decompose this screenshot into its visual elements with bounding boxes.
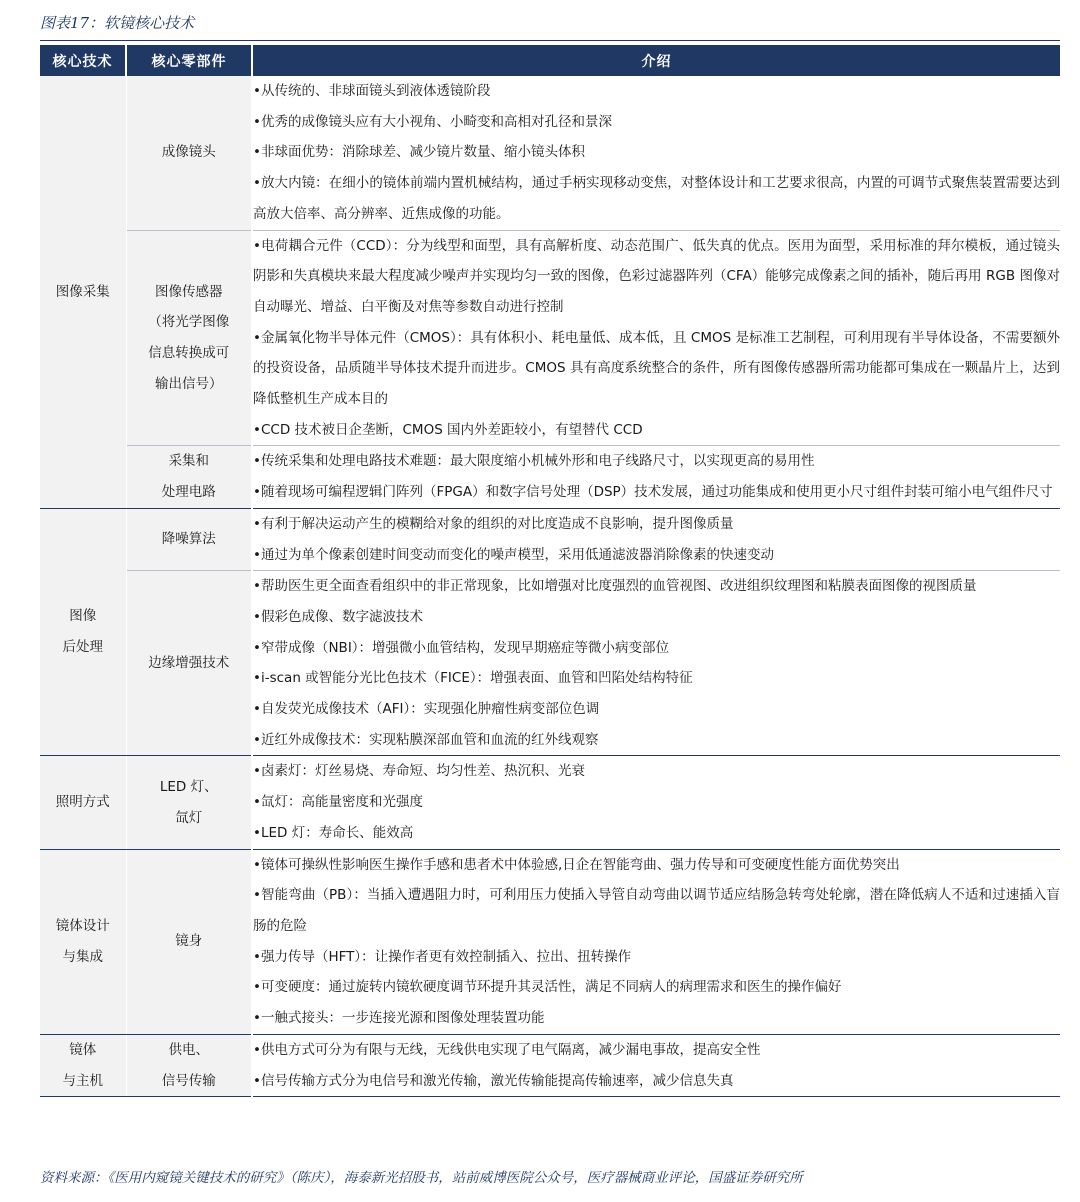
core-technology-label: 后处理 [62, 639, 103, 656]
title-divider [40, 40, 1060, 41]
introduction-bullet: •强力传导（HFT）：让操作者更有效控制插入、拉出、扭转操作 [253, 948, 632, 965]
core-component-label: 镜身 [175, 933, 203, 950]
introduction-bullet: •LED 灯：寿命长、能效高 [253, 824, 414, 841]
table-row [40, 1034, 1060, 1096]
core-component-label: 输出信号） [155, 375, 223, 392]
header-core-component: 核心零部件 [126, 45, 252, 76]
source-note: 资料来源：《医用内窥镜关键技术的研究》（陈庆），海泰新光招股书，站前威博医院公众号，医疗器械商业评论，国盛证券研究所 [40, 1170, 803, 1186]
introduction-cell [252, 508, 1060, 570]
introduction-bullet: •放大内镜：在细小的镜体前端内置机械结构，通过手柄实现移动变焦，对整体设计和工艺要求很高，内置的可调节式聚焦装置需要达到高放大倍率、高分辨率、近焦成像的功能。 [253, 175, 1060, 222]
core-technology-label: 与主机 [62, 1072, 103, 1089]
core-component-cell [126, 756, 252, 849]
introduction-cell [252, 1034, 1060, 1096]
table-row [40, 446, 1060, 508]
core-technology-label: 照明方式 [55, 794, 110, 811]
introduction-bullet: •非球面优势：消除球差、减少镜片数量、缩小镜头体积 [253, 144, 585, 161]
core-technology-cell [40, 76, 126, 508]
introduction-bullet: •一触式接头：一步连接光源和图像处理装置功能 [253, 1010, 545, 1027]
introduction-bullet: •CCD 技术被日企垄断，CMOS 国内外差距较小，有望替代 CCD [253, 421, 643, 438]
introduction-bullet: •信号传输方式分为电信号和激光传输，激光传输能提高传输速率，减少信息失真 [253, 1072, 734, 1089]
table-row [40, 508, 1060, 570]
core-component-cell [126, 508, 252, 570]
introduction-bullet: •近红外成像技术：实现粘膜深部血管和血流的红外线观察 [253, 731, 599, 748]
core-technology-label: 镜体设计 [55, 917, 110, 934]
core-component-label: LED 灯、 [159, 778, 218, 795]
core-component-label: 信息转换成可 [148, 344, 230, 361]
core-technology-label: 与集成 [62, 948, 103, 965]
introduction-bullet: •传统采集和处理电路技术难题：最大限度缩小机械外形和电子线路尺寸，以实现更高的易用性 [253, 453, 815, 470]
introduction-bullet: •随着现场可编程逻辑门阵列（FPGA）和数字信号处理（DSP）技术发展，通过功能集成和使用更小尺寸组件封装可缩小电气组件尺寸 [253, 484, 1053, 501]
table-row [40, 756, 1060, 849]
table-header-row [40, 45, 1060, 76]
introduction-bullet: •氙灯：高能量密度和光强度 [253, 794, 423, 811]
core-component-cell [126, 230, 252, 446]
core-component-cell [126, 1034, 252, 1096]
core-component-cell [126, 76, 252, 230]
introduction-bullet: •卤素灯：灯丝易烧、寿命短、均匀性差、热沉积、光衰 [253, 763, 585, 780]
introduction-bullet: •供电方式可分为有限与无线，无线供电实现了电气隔离，减少漏电事故，提高安全性 [253, 1041, 761, 1058]
introduction-cell [252, 76, 1060, 230]
core-technology-cell [40, 508, 126, 756]
core-technology-label: 镜体 [69, 1041, 97, 1058]
core-technology-cell [40, 756, 126, 849]
core-component-cell [126, 849, 252, 1034]
core-component-label: 成像镜头 [161, 144, 216, 161]
table-row [40, 849, 1060, 1034]
introduction-cell [252, 849, 1060, 1034]
introduction-bullet: •帮助医生更全面查看组织中的非正常现象，比如增强对比度强烈的血管视图、改进组织纹理图和粘膜表面图像的视图质量 [253, 578, 977, 595]
core-component-label: 降噪算法 [161, 531, 216, 548]
introduction-bullet: •通过为单个像素创建时间变动而变化的噪声模型，采用低通滤波器消除像素的快速变动 [253, 546, 774, 563]
introduction-bullet: •有利于解决运动产生的模糊给对象的组织的对比度造成不良影响，提升图像质量 [253, 515, 734, 532]
core-component-label: 处理电路 [161, 484, 216, 501]
introduction-bullet: •假彩色成像、数字滤波技术 [253, 608, 423, 625]
table-row [40, 571, 1060, 756]
introduction-bullet: •电荷耦合元件（CCD）：分为线型和面型，具有高解析度、动态范围广、低失真的优点。医用为面型，采用标准的拜尔模板，通过镜头阴影和失真模块来最大程度减少噪声并实现均匀一致的图像，色彩过滤器阵列（CFA）能够完成像素之间的插补，随后再用 RGB 图像对自动曝光、增益、白平衡及对焦等参数自动进行控制 [253, 237, 1060, 315]
introduction-bullet: •从传统的、非球面镜头到液体透镜阶段 [253, 83, 491, 99]
introduction-bullet: •可变硬度：通过旋转内镜软硬度调节环提升其灵活性，满足不同病人的病理需求和医生的操作偏好 [253, 979, 842, 996]
core-technology-table [40, 45, 1060, 1097]
core-component-label: 图像传感器 [155, 283, 223, 300]
introduction-bullet: •优秀的成像镜头应有大小视角、小畸变和高相对孔径和景深 [253, 113, 612, 130]
introduction-bullet: •自发荧光成像技术（AFI）：实现强化肿瘤性病变部位色调 [253, 701, 600, 718]
table-row [40, 76, 1060, 230]
core-technology-cell [40, 849, 126, 1034]
table-body [40, 76, 1060, 1097]
core-technology-label: 图像 [69, 608, 97, 625]
core-component-label: （将光学图像 [148, 314, 230, 331]
core-component-label: 氙灯 [175, 809, 203, 826]
table-row [40, 230, 1060, 446]
core-component-label: 采集和 [168, 453, 209, 470]
core-component-label: 供电、 [168, 1041, 209, 1058]
core-component-cell [126, 446, 252, 508]
introduction-bullet: •i-scan 或智能分光比色技术（FICE）：增强表面、血管和凹陷处结构特征 [253, 670, 693, 687]
header-core-technology: 核心技术 [40, 45, 126, 76]
core-component-label: 信号传输 [161, 1072, 216, 1089]
core-component-cell [126, 571, 252, 756]
core-component-label: 边缘增强技术 [148, 655, 230, 671]
introduction-cell [252, 756, 1060, 849]
introduction-cell [252, 230, 1060, 446]
introduction-bullet: •金属氧化物半导体元件（CMOS）：具有体积小、耗电量低、成本低，且 CMOS 是标准工艺制程，可利用现有半导体设备，不需要额外的投资设备，品质随半导体技术提升而进步。CMOS 具有高度系统整合的条件，所有图像传感器所需功能都可集成在一颗晶片上，达到降低整机生产成本目的 [253, 329, 1060, 408]
introduction-bullet: •镜体可操纵性影响医生操作手感和患者术中体验感,日企在智能弯曲、强力传导和可变硬度性能方面优势突出 [253, 856, 900, 873]
introduction-bullet: •智能弯曲（PB）：当插入遭遇阻力时，可利用压力使插入导管自动弯曲以调节适应结肠急转弯处轮廓，潜在降低病人不适和过速插入盲肠的危险 [253, 887, 1060, 934]
core-technology-cell [40, 1034, 126, 1096]
core-technology-label: 图像采集 [55, 283, 110, 300]
figure-title: 图表17：软镜核心技术 [40, 14, 195, 32]
introduction-cell [252, 446, 1060, 508]
introduction-bullet: •窄带成像（NBI）：增强微小血管结构，发现早期癌症等微小病变部位 [253, 639, 670, 656]
header-introduction: 介绍 [252, 45, 1060, 76]
introduction-cell [252, 571, 1060, 756]
